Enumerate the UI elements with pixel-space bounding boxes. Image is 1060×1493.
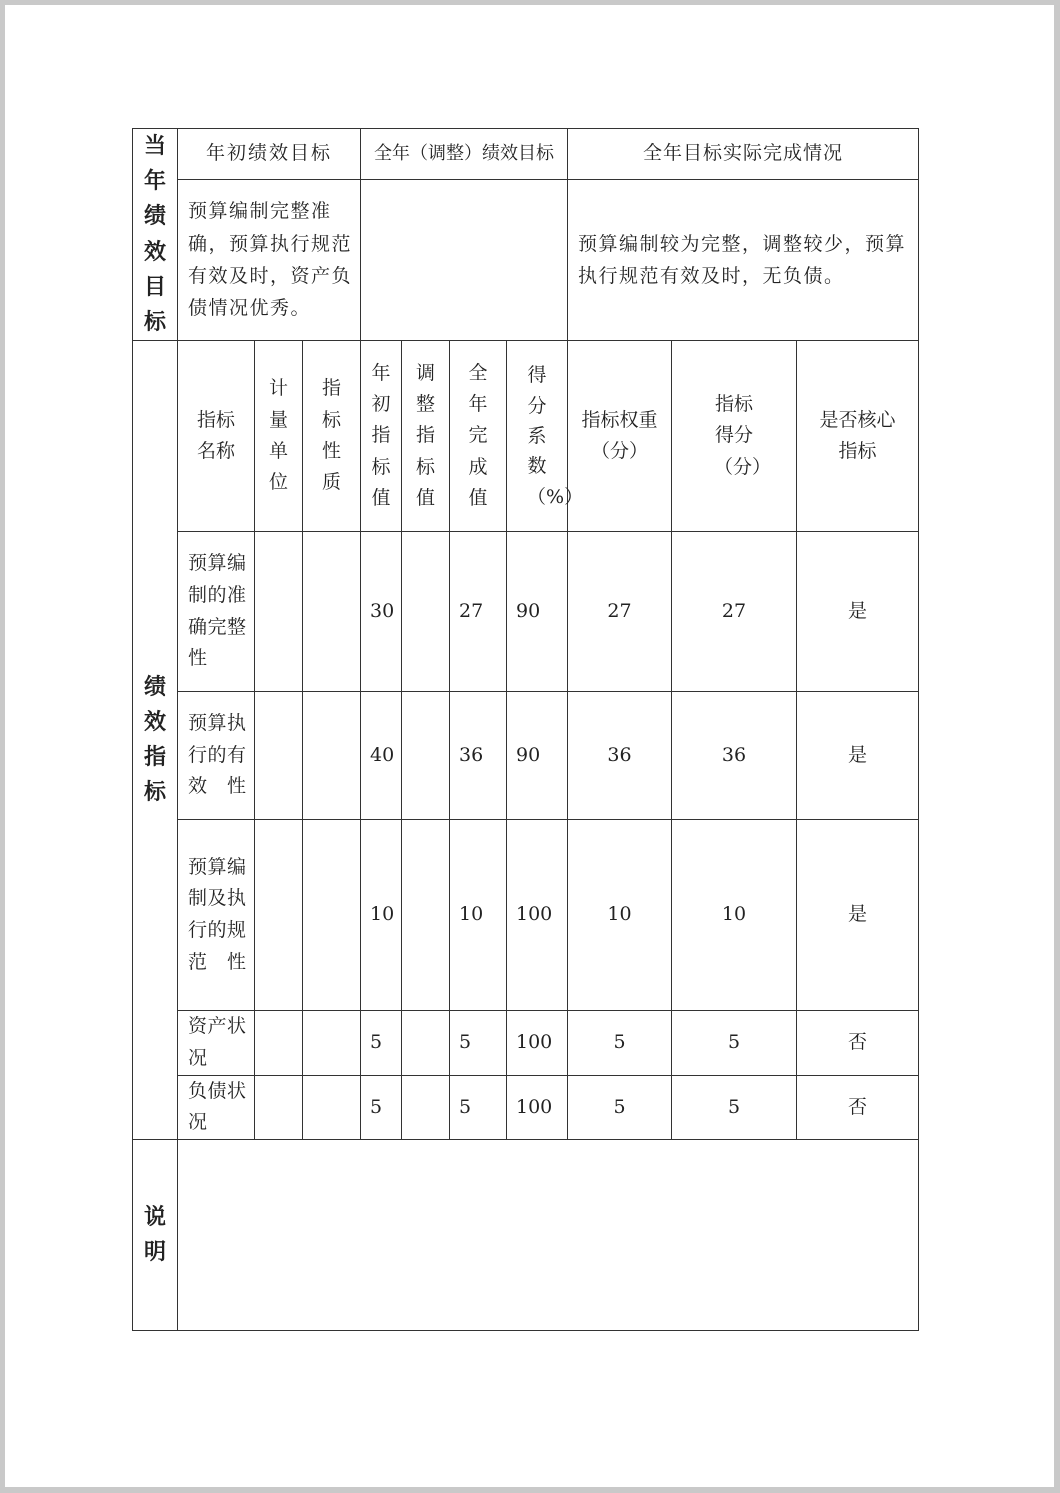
header-name (178, 341, 255, 532)
row-core (797, 1075, 919, 1139)
row-initial (361, 532, 402, 692)
section-label-indicators (133, 341, 178, 1140)
header-adjusted-value (402, 341, 450, 532)
row-coef-text: 100 (516, 1095, 553, 1118)
table-row (133, 692, 919, 820)
row-weight-text: 5 (613, 1095, 626, 1118)
row-unit (255, 1011, 303, 1075)
section-label-annual-goal (133, 129, 178, 341)
row-initial-text: 40 (370, 743, 395, 766)
row-core (797, 820, 919, 1011)
row-unit (255, 820, 303, 1011)
table-row (133, 532, 919, 692)
goal-header-initial-text: 年初绩效目标 (205, 142, 332, 165)
row-coef-text: 100 (516, 903, 553, 926)
row-weight-text: 27 (607, 599, 632, 622)
header-adjusted-value-text: 调整指标值 (415, 361, 435, 510)
row-initial-text: 5 (370, 1031, 383, 1054)
goal-header-initial (178, 129, 361, 180)
table-row (133, 1075, 919, 1139)
row-completed (450, 692, 507, 820)
row-coef (507, 1075, 568, 1139)
row-unit (255, 1075, 303, 1139)
table-row (133, 1011, 919, 1075)
header-initial-value-text: 年初指标值 (371, 361, 391, 510)
header-initial-value (361, 341, 402, 532)
notes-body (178, 1140, 919, 1331)
row-nature (303, 820, 361, 1011)
header-score-coef (507, 341, 584, 532)
row-completed-text: 27 (459, 599, 484, 622)
row-core-text: 是 (847, 903, 867, 926)
row-core (797, 532, 919, 692)
row-nature (303, 1075, 361, 1139)
row-name (178, 820, 255, 1011)
goal-body-adjusted (361, 180, 568, 341)
row-completed-text: 5 (459, 1031, 472, 1054)
row-initial-text: 10 (370, 903, 395, 926)
row-initial (361, 692, 402, 820)
row-core-text: 否 (847, 1095, 867, 1118)
row-score (672, 532, 797, 692)
notes-label: 说明 (143, 1204, 166, 1265)
row-initial (361, 820, 402, 1011)
row-weight (568, 820, 672, 1011)
header-score (672, 341, 797, 532)
row-weight (568, 532, 672, 692)
row-score (672, 692, 797, 820)
row-core (797, 1011, 919, 1075)
row-coef-text: 100 (516, 1031, 553, 1054)
row-completed (450, 1075, 507, 1139)
row-adjusted (402, 532, 450, 692)
row-core-text: 否 (847, 1031, 867, 1054)
row-initial (361, 1075, 402, 1139)
goal-header-actual-text: 全年目标实际完成情况 (642, 142, 843, 165)
table-row (133, 820, 919, 1011)
row-coef-text: 90 (516, 743, 541, 766)
header-name-text: 指标名称 (196, 408, 235, 463)
row-weight (568, 692, 672, 820)
header-completed-value-text: 全年完成值 (468, 361, 488, 510)
goal-body-actual-text: 预算编制较为完整，调整较少，预算执行规范有效及时，无负债。 (578, 232, 907, 288)
row-score-text: 5 (727, 1031, 741, 1054)
header-nature (303, 341, 361, 532)
header-core-text: 是否核心指标 (819, 408, 896, 463)
row-core-text: 是 (847, 599, 867, 622)
row-score-text: 36 (721, 743, 747, 766)
row-score (672, 1011, 797, 1075)
row-completed-text: 5 (459, 1095, 472, 1118)
row-completed (450, 1011, 507, 1075)
row-adjusted (402, 692, 450, 820)
goal-header-adjusted (361, 129, 568, 180)
goal-body-initial-text: 预算编制完整准确，预算执行规范有效及时，资产负债情况优秀。 (188, 200, 353, 320)
header-unit (255, 341, 303, 532)
row-name (178, 1011, 255, 1075)
row-completed (450, 532, 507, 692)
row-coef (507, 1011, 568, 1075)
performance-table (132, 128, 919, 1331)
goal-header-adjusted-text: 全年（调整）绩效目标 (374, 143, 554, 165)
row-completed-text: 10 (459, 903, 484, 926)
row-score (672, 820, 797, 1011)
row-unit (255, 532, 303, 692)
row-name (178, 692, 255, 820)
row-name-text: 资产状况 (188, 1015, 246, 1069)
row-name-text: 预算编制的准确完整性 (188, 552, 246, 670)
row-unit (255, 692, 303, 820)
row-completed-text: 36 (459, 743, 484, 766)
row-coef (507, 692, 568, 820)
row-weight (568, 1011, 672, 1075)
header-unit-text: 计量单位 (268, 377, 288, 494)
goal-header-actual (568, 129, 919, 180)
section-label-notes (133, 1140, 178, 1331)
header-weight-text: 指标权重（分） (581, 408, 658, 463)
row-initial-text: 30 (370, 599, 395, 622)
row-coef-text: 90 (516, 599, 541, 622)
row-name (178, 1075, 255, 1139)
annual-goal-label: 当年绩效目标 (143, 134, 166, 335)
row-name-text: 预算执行的有效性 (188, 712, 246, 798)
header-nature-text: 指标性质 (321, 377, 341, 494)
row-nature (303, 1011, 361, 1075)
row-core-text: 是 (847, 743, 867, 766)
row-score-text: 5 (727, 1095, 741, 1118)
row-nature (303, 692, 361, 820)
header-score-coef-text: 得分系数（%） (527, 364, 584, 508)
header-core (797, 341, 919, 532)
row-nature (303, 532, 361, 692)
row-adjusted (402, 1075, 450, 1139)
header-score-text: 指标得分（分） (714, 393, 772, 478)
row-initial-text: 5 (370, 1095, 383, 1118)
header-completed-value (450, 341, 507, 532)
row-adjusted (402, 1011, 450, 1075)
indicators-label: 绩效指标 (143, 674, 166, 806)
row-coef (507, 820, 568, 1011)
header-weight (568, 341, 672, 532)
row-name (178, 532, 255, 692)
goal-body-initial (178, 180, 361, 341)
row-score-text: 27 (721, 599, 747, 622)
row-completed (450, 820, 507, 1011)
row-initial (361, 1011, 402, 1075)
row-weight-text: 36 (607, 743, 632, 766)
row-adjusted (402, 820, 450, 1011)
goal-body-actual (568, 180, 919, 341)
row-coef (507, 532, 568, 692)
row-weight-text: 10 (607, 903, 632, 926)
row-score-text: 10 (721, 903, 747, 926)
row-core (797, 692, 919, 820)
row-name-text: 负债状况 (188, 1079, 246, 1134)
row-weight (568, 1075, 672, 1139)
row-name-text: 预算编制及执行的规范性 (188, 855, 246, 973)
row-score (672, 1075, 797, 1139)
row-weight-text: 5 (613, 1031, 626, 1054)
